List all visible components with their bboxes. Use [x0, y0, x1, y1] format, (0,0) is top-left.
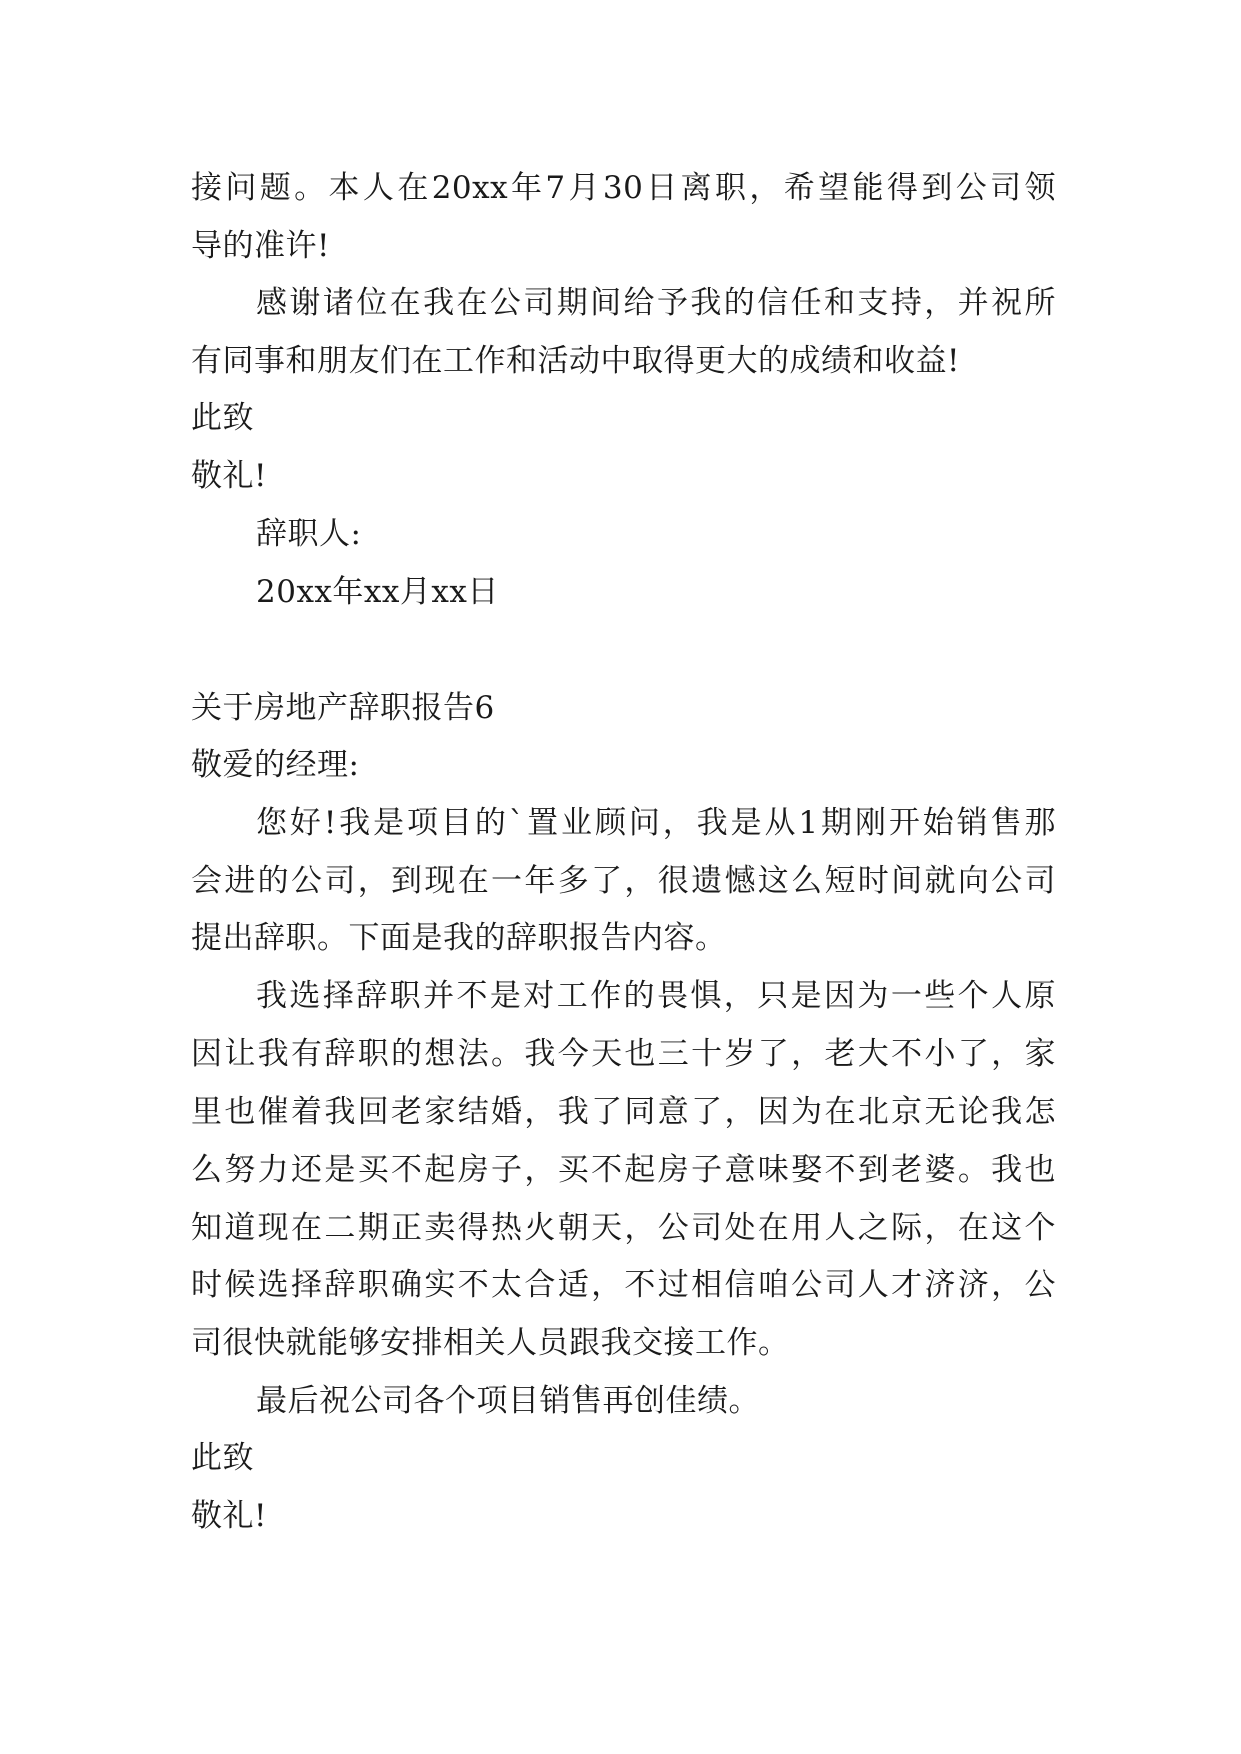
section-title: 关于房地产辞职报告6: [191, 690, 495, 726]
closing-line: 敬礼!: [191, 1498, 267, 1534]
paragraph-line: 知道现在二期正卖得热火朝天，公司处在用人之际，在这个: [191, 1210, 1056, 1246]
paragraph-line: 有同事和朋友们在工作和活动中取得更大的成绩和收益!: [191, 343, 960, 379]
paragraph-line: 您好!我是项目的`置业顾问，我是从1期刚开始销售那: [256, 805, 1056, 841]
paragraph-line: 接问题。本人在20xx年7月30日离职，希望能得到公司领: [191, 170, 1056, 206]
paragraph-line: 司很快就能够安排相关人员跟我交接工作。: [191, 1325, 790, 1361]
paragraph-line: 时候选择辞职确实不太合适，不过相信咱公司人才济济，公: [191, 1267, 1056, 1303]
closing-line: 此致: [191, 1440, 254, 1476]
paragraph-line: 么努力还是买不起房子，买不起房子意味娶不到老婆。我也: [191, 1152, 1056, 1188]
salutation: 敬爱的经理:: [191, 747, 360, 783]
paragraph-line: 提出辞职。下面是我的辞职报告内容。: [191, 920, 727, 956]
signer-label: 辞职人:: [256, 516, 362, 552]
paragraph-line: 导的准许!: [191, 228, 330, 264]
closing-line: 敬礼!: [191, 458, 267, 494]
paragraph-line: 里也催着我回老家结婚，我了同意了，因为在北京无论我怎: [191, 1094, 1056, 1130]
paragraph-line: 感谢诸位在我在公司期间给予我的信任和支持，并祝所: [256, 285, 1056, 321]
paragraph-line: 因让我有辞职的想法。我今天也三十岁了，老大不小了，家: [191, 1036, 1056, 1072]
paragraph-line: 我选择辞职并不是对工作的畏惧，只是因为一些个人原: [256, 978, 1056, 1014]
paragraph-line: 会进的公司，到现在一年多了，很遗憾这么短时间就向公司: [191, 863, 1056, 899]
letter-date: 20xx年xx月xx日: [256, 574, 499, 610]
closing-line: 此致: [191, 400, 254, 436]
paragraph-line: 最后祝公司各个项目销售再创佳绩。: [256, 1383, 760, 1419]
